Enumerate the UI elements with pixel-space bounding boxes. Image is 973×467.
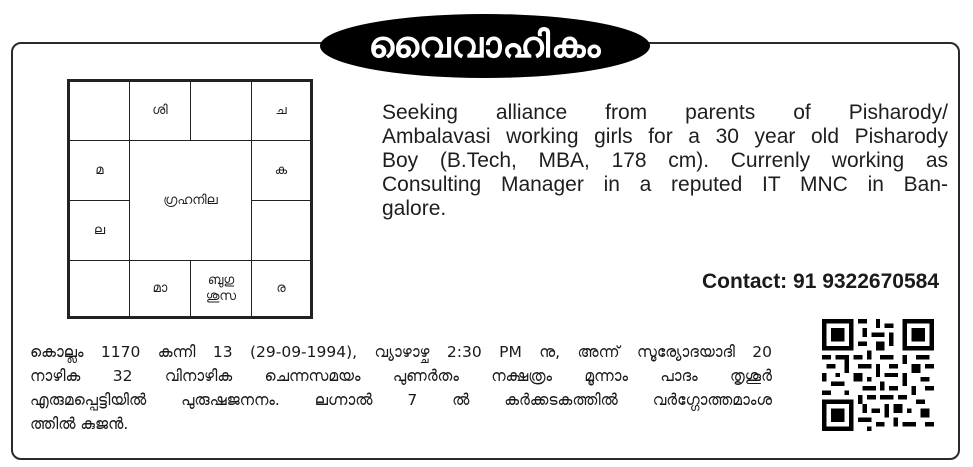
horoscope-house bbox=[69, 81, 130, 141]
horoscope-house: ല bbox=[69, 200, 130, 261]
details-line: ത്തിൽ കുജൻ. bbox=[30, 415, 129, 433]
details-line: നാഴിക 32 വിനാഴിക ചെന്നസമയം പുണർതം നക്ഷത്രം മൂന്നാം പാദം തൃശൂർ bbox=[30, 367, 772, 385]
horoscope-house bbox=[251, 200, 311, 261]
horoscope-house: ച bbox=[251, 81, 311, 141]
details-line: എരുമപ്പെട്ടിയിൽ പുരുഷജനനം. ലഗ്നാൽ 7 ൽ കർക്കടകത്തിൽ വർഗ്ഗോത്തമാംശ bbox=[30, 391, 772, 409]
horoscope-house: ശി bbox=[129, 81, 191, 141]
horoscope-house bbox=[190, 81, 252, 141]
horoscope-house-line: ശുസ bbox=[205, 288, 237, 304]
horoscope-house: മ bbox=[69, 140, 130, 201]
horoscope-center-label: ഗ്രഹനില bbox=[129, 140, 252, 261]
horoscope-details-text bbox=[30, 340, 772, 436]
qr-code-icon bbox=[822, 319, 934, 431]
horoscope-house-line: ബുഗു bbox=[207, 272, 235, 288]
description-text bbox=[382, 101, 948, 221]
ad-title: വൈവാഹികം bbox=[368, 25, 602, 66]
horoscope-house bbox=[69, 260, 130, 317]
contact-phone: Contact: 91 9322670584 bbox=[702, 270, 939, 293]
horoscope-house bbox=[190, 260, 252, 317]
description-line: galore. bbox=[382, 197, 447, 220]
horoscope-chart bbox=[67, 79, 313, 319]
title-banner bbox=[320, 14, 650, 78]
description-line: Consulting Manager in a reputed IT MNC in Ban- bbox=[382, 173, 948, 196]
description-line: Ambalavasi working girls for a 30 year old Pisharody bbox=[382, 125, 948, 148]
details-line: കൊല്ലം 1170 കന്നി 13 (29-09-1994), വ്യാഴാഴ്ച 2:30 PM നു, അന്ന് സൂര്യോദയാദി 20 bbox=[30, 343, 772, 361]
description-line: Boy (B.Tech, MBA, 178 cm). Currenly working as bbox=[382, 149, 948, 172]
horoscope-house: ക bbox=[251, 140, 311, 201]
description-line: Seeking alliance from parents of Pisharody/ bbox=[382, 101, 948, 124]
horoscope-house: ര bbox=[251, 260, 311, 317]
horoscope-house: മാ bbox=[129, 260, 191, 317]
